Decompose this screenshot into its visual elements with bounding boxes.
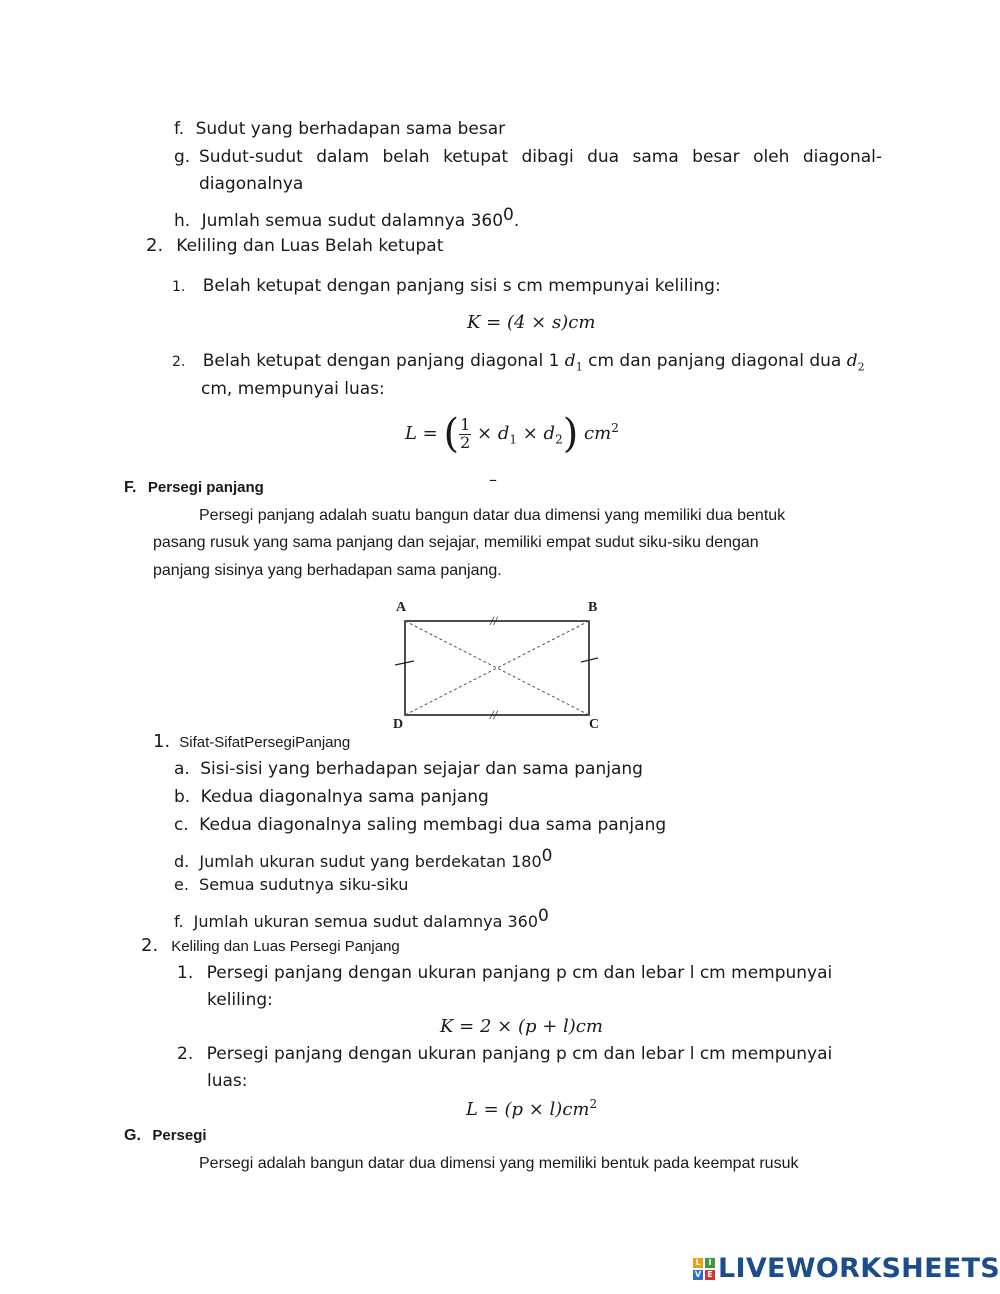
- d1-subscript: 1: [575, 360, 583, 374]
- section-letter: F.: [124, 479, 137, 496]
- left-paren: (: [443, 411, 460, 457]
- properties-heading: [153, 731, 350, 752]
- rectangle-item-1: [177, 963, 832, 983]
- list-tail: .: [513, 211, 520, 231]
- list-letter: g.: [174, 147, 191, 167]
- list-letter: f.: [174, 912, 184, 931]
- logo-square-4: E: [705, 1270, 715, 1280]
- list-text: Semua sudutnya siku-siku: [199, 875, 409, 894]
- fraction-half: [459, 414, 471, 452]
- formula-rectangle-perimeter: K = 2 × (p + l)cm: [440, 1016, 603, 1037]
- list-letter: h.: [174, 211, 191, 231]
- rhombus-item-2: [172, 351, 865, 373]
- formula-rectangle-area: [466, 1097, 597, 1120]
- property-item-a: [174, 759, 643, 779]
- list-text-g-line2: diagonalnya: [199, 174, 304, 194]
- heading-title: Keliling dan Luas Belah ketupat: [176, 236, 444, 256]
- logo-icon: [693, 1258, 715, 1280]
- item-number: 2.: [177, 1044, 194, 1064]
- formula-d2: × d: [522, 423, 556, 444]
- d1-symbol: d: [564, 351, 576, 371]
- rhombus-item-1: [172, 276, 721, 296]
- degree-superscript: 0: [503, 205, 514, 225]
- rectangle-figure: [385, 595, 615, 735]
- property-item-b: [174, 787, 489, 807]
- liveworksheets-logo: [693, 1253, 1000, 1284]
- heading-title: Keliling dan Luas Persegi Panjang: [171, 938, 400, 955]
- formula-exponent: 2: [589, 1097, 598, 1111]
- item-text: Persegi panjang dengan ukuran panjang p cm dan lebar l cm mempunyai: [206, 1044, 833, 1064]
- list-text: Sudut yang berhadapan sama besar: [195, 119, 506, 139]
- formula-d1: × d: [477, 423, 510, 444]
- heading-number: 2.: [141, 935, 159, 956]
- section-title: Persegi panjang: [147, 479, 264, 496]
- item-text: Belah ketupat dengan panjang sisi s cm mempunyai keliling:: [202, 276, 721, 296]
- property-item-e: [174, 875, 408, 894]
- list-text: Jumlah semua sudut dalamnya 360: [201, 211, 504, 231]
- item-number: 1.: [177, 963, 194, 983]
- section-f-paragraph-line1: Persegi panjang adalah suatu bangun datar dua dimensi yang memiliki dua bentuk: [199, 507, 786, 524]
- list-text: Jumlah ukuran semua sudut dalamnya 360: [193, 912, 539, 931]
- section-f-heading: [124, 479, 264, 497]
- formula-exponent: 2: [611, 421, 619, 435]
- list-letter: d.: [174, 852, 190, 871]
- rhombus-kl-heading: [146, 235, 443, 256]
- property-item-d: [174, 846, 552, 871]
- item-text-b: cm dan panjang diagonal dua: [588, 351, 842, 371]
- list-text: Kedua diagonalnya saling membagi dua sama panjang: [199, 815, 667, 835]
- list-letter: f.: [174, 119, 185, 139]
- formula-lhs: L =: [405, 423, 438, 444]
- heading-number: 2.: [146, 235, 164, 256]
- section-f-paragraph-line3: panjang sisinya yang berhadapan sama panjang.: [153, 562, 502, 579]
- list-text: Kedua diagonalnya sama panjang: [200, 787, 489, 807]
- logo-square-3: V: [694, 1269, 702, 1279]
- list-text: Jumlah ukuran sudut yang berdekatan 180: [199, 852, 542, 871]
- list-item-g: [174, 147, 190, 167]
- heading-title: Sifat-SifatPersegiPanjang: [179, 734, 351, 751]
- formula-d2-sub: 2: [555, 432, 563, 447]
- fraction-numerator: 1: [460, 414, 471, 434]
- item-text: Persegi panjang dengan ukuran panjang p cm dan lebar l cm mempunyai: [206, 963, 833, 983]
- fraction-denominator: 2: [460, 432, 471, 452]
- vertex-label-a: A: [396, 600, 407, 615]
- logo-square-1: L: [693, 1258, 703, 1268]
- formula-d1-sub: 1: [509, 432, 517, 447]
- rectangle-outline: [405, 621, 589, 715]
- item-number: 1.: [172, 279, 186, 295]
- list-letter: c.: [174, 815, 189, 835]
- heading-number: 1.: [153, 731, 171, 752]
- formula-unit: cm: [584, 423, 612, 444]
- rectangle-item-1-line2: keliling:: [207, 990, 273, 1010]
- rectangle-kl-heading: [141, 935, 400, 956]
- vertex-label-c: C: [589, 717, 600, 732]
- section-title: Persegi: [152, 1127, 207, 1144]
- list-letter: e.: [174, 875, 189, 894]
- formula-rhombus-perimeter: K = (4 × s)cm: [467, 312, 596, 333]
- degree-superscript: 0: [538, 906, 549, 926]
- list-letter: b.: [174, 787, 191, 807]
- property-item-c: [174, 815, 666, 835]
- degree-superscript: 0: [541, 846, 553, 866]
- diagonal-bd: [405, 621, 589, 715]
- section-f-paragraph-line2: pasang rusuk yang sama panjang dan sejajar, memiliki empat sudut siku-siku dengan: [153, 534, 759, 551]
- logo-square-2: I: [705, 1258, 715, 1268]
- list-item-f: [174, 119, 505, 139]
- list-text: Sisi-sisi yang berhadapan sejajar dan sama panjang: [200, 759, 643, 779]
- diagonal-ac: [405, 621, 589, 715]
- stray-mark: –: [489, 470, 497, 489]
- item-text-a: Belah ketupat dengan panjang diagonal 1: [202, 351, 560, 371]
- d2-subscript: 2: [857, 360, 865, 374]
- rectangle-item-2: [177, 1044, 832, 1064]
- right-paren: ): [562, 411, 579, 457]
- vertex-label-d: D: [393, 717, 404, 732]
- list-text-g-line1: Sudut-sudut dalam belah ketupat dibagi dua sama besar oleh diagonal-: [199, 147, 882, 167]
- rectangle-item-2-line2: luas:: [207, 1071, 248, 1091]
- tick-top: //: [490, 613, 498, 628]
- list-letter: a.: [174, 759, 190, 779]
- list-item-h: [174, 205, 519, 231]
- tick-bottom: //: [490, 707, 498, 722]
- rhombus-item-2-line2: cm, mempunyai luas:: [201, 379, 385, 399]
- property-item-f: [174, 906, 549, 931]
- vertex-label-b: B: [588, 600, 598, 615]
- formula-main: L = (p × l)cm: [466, 1099, 590, 1120]
- d2-symbol: d: [846, 351, 858, 371]
- logo-text: LIVEWORKSHEETS: [718, 1253, 1000, 1284]
- formula-rhombus-area: [405, 402, 619, 466]
- section-letter: G.: [124, 1127, 141, 1144]
- section-g-heading: [124, 1127, 207, 1145]
- section-g-paragraph: Persegi adalah bangun datar dua dimensi yang memiliki bentuk pada keempat rusuk: [199, 1155, 799, 1172]
- item-number: 2.: [172, 354, 186, 370]
